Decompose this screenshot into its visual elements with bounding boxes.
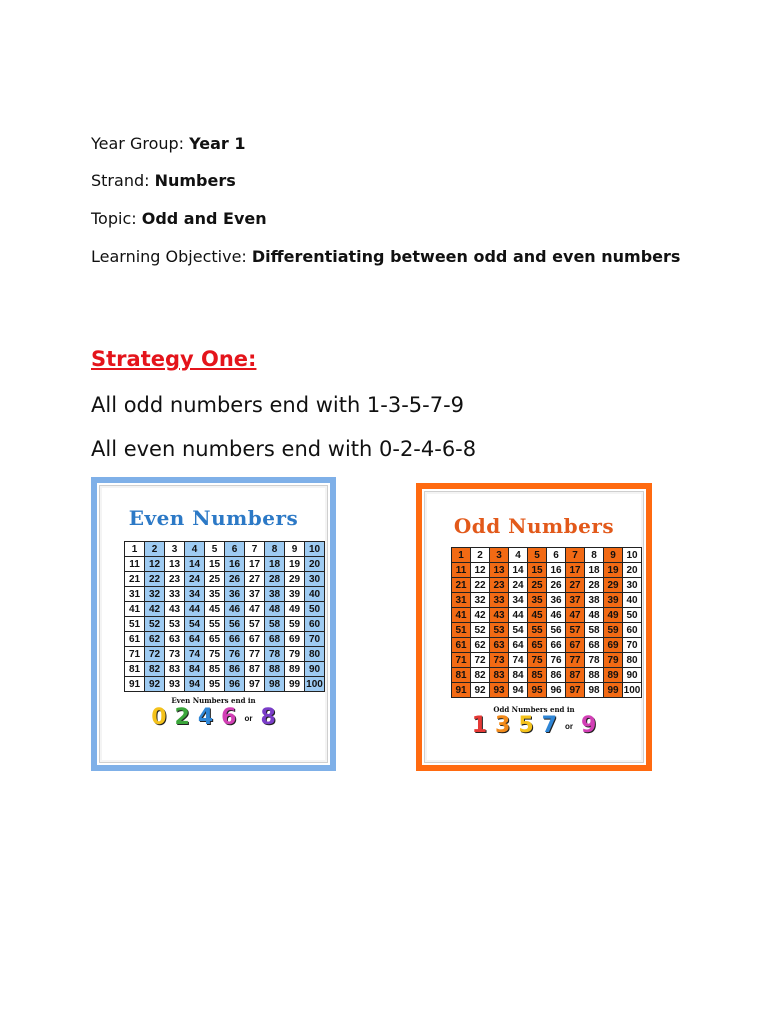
grid-cell: 52 [471, 623, 490, 638]
grid-row [452, 623, 642, 638]
grid-cell: 33 [165, 587, 185, 602]
grid-cell: 4 [185, 542, 205, 557]
grid-cell: 27 [566, 578, 585, 593]
grid-cell: 26 [225, 572, 245, 587]
grid-cell: 74 [509, 653, 528, 668]
grid-cell: 91 [452, 683, 471, 698]
grid-cell: 36 [225, 587, 245, 602]
grid-cell: 85 [205, 662, 225, 677]
odd-rule-text: All odd numbers end with 1-3-5-7-9 [91, 393, 465, 417]
grid-cell: 29 [604, 578, 623, 593]
grid-cell: 10 [623, 548, 642, 563]
grid-cell: 16 [225, 557, 245, 572]
grid-cell: 56 [547, 623, 566, 638]
grid-cell: 59 [604, 623, 623, 638]
grid-row [125, 617, 325, 632]
grid-cell: 23 [490, 578, 509, 593]
grid-cell: 40 [623, 593, 642, 608]
grid-cell: 100 [623, 684, 641, 696]
grid-row [452, 668, 642, 683]
grid-cell: 2 [471, 548, 490, 563]
grid-cell: 77 [566, 653, 585, 668]
grid-cell: 12 [471, 563, 490, 578]
grid-cell: 10 [305, 542, 325, 557]
grid-cell: 50 [623, 608, 642, 623]
year-group-label: Year Group: [91, 134, 190, 153]
grid-cell: 13 [490, 563, 509, 578]
grid-cell: 45 [528, 608, 547, 623]
grid-cell: 9 [604, 548, 623, 563]
grid-cell: 87 [245, 662, 265, 677]
odd-ends-label: Odd Numbers end in [493, 705, 575, 714]
grid-row [452, 653, 642, 668]
grid-cell: 33 [490, 593, 509, 608]
grid-cell: 54 [185, 617, 205, 632]
grid-cell: 91 [125, 677, 145, 692]
grid-row [452, 578, 642, 593]
grid-cell: 89 [285, 662, 305, 677]
grid-cell: 6 [547, 548, 566, 563]
grid-cell: 54 [509, 623, 528, 638]
grid-cell: 28 [265, 572, 285, 587]
grid-cell: 22 [145, 572, 165, 587]
grid-cell: 73 [165, 647, 185, 662]
grid-cell: 29 [285, 572, 305, 587]
even-digit-characters [100, 706, 327, 730]
grid-cell: 17 [566, 563, 585, 578]
grid-cell: 19 [604, 563, 623, 578]
grid-cell: 51 [125, 617, 145, 632]
grid-cell: 56 [225, 617, 245, 632]
grid-cell: 40 [305, 587, 325, 602]
grid-cell: 63 [165, 632, 185, 647]
or-label: or [564, 721, 573, 731]
grid-row [125, 557, 325, 572]
even-poster-frame [99, 485, 328, 763]
grid-cell: 8 [265, 542, 285, 557]
grid-row [125, 677, 325, 692]
grid-cell: 37 [245, 587, 265, 602]
grid-cell: 93 [165, 677, 185, 692]
grid-cell: 32 [145, 587, 165, 602]
grid-row [452, 548, 642, 563]
grid-cell: 81 [125, 662, 145, 677]
grid-cell: 72 [471, 653, 490, 668]
grid-cell: 14 [509, 563, 528, 578]
strand-value: Numbers [154, 171, 236, 190]
grid-cell: 49 [285, 602, 305, 617]
grid-cell: 72 [145, 647, 165, 662]
grid-cell: 71 [452, 653, 471, 668]
grid-cell: 46 [225, 602, 245, 617]
grid-cell: 35 [205, 587, 225, 602]
grid-cell: 76 [225, 647, 245, 662]
grid-cell: 15 [205, 557, 225, 572]
odd-numbers-poster [416, 483, 652, 771]
grid-cell: 39 [604, 593, 623, 608]
digit-character: 9 [580, 713, 597, 738]
objective-label: Learning Objective: [91, 247, 252, 266]
grid-cell: 55 [205, 617, 225, 632]
grid-cell: 74 [185, 647, 205, 662]
grid-cell: 16 [547, 563, 566, 578]
grid-cell: 65 [205, 632, 225, 647]
grid-cell: 43 [490, 608, 509, 623]
grid-row [125, 572, 325, 587]
grid-cell: 52 [145, 617, 165, 632]
grid-cell: 55 [528, 623, 547, 638]
grid-cell: 37 [566, 593, 585, 608]
grid-cell: 99 [285, 677, 305, 692]
year-group-value: Year 1 [189, 134, 246, 153]
grid-cell: 48 [265, 602, 285, 617]
grid-cell: 86 [225, 662, 245, 677]
objective-value: Differentiating between odd and even numbers [251, 247, 681, 266]
strategy-heading: Strategy One: [91, 347, 257, 371]
grid-cell: 94 [509, 683, 528, 698]
grid-cell: 6 [225, 542, 245, 557]
grid-cell: 84 [185, 662, 205, 677]
digit-character: 3 [495, 713, 511, 738]
year-group-line [91, 134, 246, 154]
grid-row [125, 602, 325, 617]
grid-cell: 7 [566, 548, 585, 563]
grid-cell: 84 [509, 668, 528, 683]
grid-cell: 75 [528, 653, 547, 668]
grid-cell: 45 [205, 602, 225, 617]
strand-label: Strand: [91, 171, 155, 190]
topic-line [91, 209, 267, 229]
grid-cell: 80 [623, 653, 642, 668]
grid-cell: 69 [604, 638, 623, 653]
grid-row [125, 662, 325, 677]
grid-cell: 49 [604, 608, 623, 623]
grid-cell: 82 [145, 662, 165, 677]
grid-cell: 30 [305, 572, 325, 587]
grid-cell: 64 [509, 638, 528, 653]
grid-cell: 11 [452, 563, 471, 578]
grid-cell: 28 [585, 578, 604, 593]
grid-cell: 23 [165, 572, 185, 587]
digit-character: 7 [541, 713, 557, 738]
grid-cell: 3 [165, 542, 185, 557]
topic-label: Topic: [91, 209, 142, 228]
grid-cell: 76 [547, 653, 566, 668]
grid-cell: 73 [490, 653, 509, 668]
grid-cell: 57 [566, 623, 585, 638]
grid-cell: 46 [547, 608, 566, 623]
digit-character: 6 [221, 705, 237, 730]
grid-cell: 68 [265, 632, 285, 647]
grid-row [125, 542, 325, 557]
grid-cell: 70 [305, 632, 325, 647]
grid-cell: 39 [285, 587, 305, 602]
grid-cell: 44 [509, 608, 528, 623]
even-ends-label: Even Numbers end in [171, 696, 256, 705]
grid-cell: 21 [452, 578, 471, 593]
grid-cell: 24 [509, 578, 528, 593]
grid-cell: 24 [185, 572, 205, 587]
grid-cell: 80 [305, 647, 325, 662]
grid-cell: 43 [165, 602, 185, 617]
grid-cell: 5 [205, 542, 225, 557]
digit-character: 8 [260, 705, 276, 730]
topic-value: Odd and Even [141, 209, 267, 228]
digit-character: 2 [174, 705, 190, 730]
strand-line [91, 171, 236, 191]
grid-cell: 15 [528, 563, 547, 578]
digit-character: 4 [197, 705, 214, 730]
grid-cell: 47 [245, 602, 265, 617]
grid-cell: 17 [245, 557, 265, 572]
grid-cell: 42 [145, 602, 165, 617]
grid-cell: 78 [585, 653, 604, 668]
grid-cell: 67 [245, 632, 265, 647]
grid-cell: 57 [245, 617, 265, 632]
grid-cell: 38 [265, 587, 285, 602]
grid-cell: 26 [547, 578, 566, 593]
even-hundred-grid [124, 541, 325, 692]
grid-cell: 61 [452, 638, 471, 653]
grid-cell: 18 [585, 563, 604, 578]
grid-cell: 95 [528, 683, 547, 698]
grid-cell: 88 [585, 668, 604, 683]
grid-cell: 98 [265, 677, 285, 692]
grid-cell: 21 [125, 572, 145, 587]
grid-cell: 8 [585, 548, 604, 563]
grid-cell: 20 [623, 563, 642, 578]
grid-cell: 3 [490, 548, 509, 563]
digit-character: 5 [518, 713, 534, 738]
grid-cell: 53 [490, 623, 509, 638]
grid-cell: 79 [604, 653, 623, 668]
even-numbers-poster [91, 477, 336, 771]
grid-cell: 9 [285, 542, 305, 557]
grid-cell: 66 [547, 638, 566, 653]
grid-cell: 78 [265, 647, 285, 662]
grid-cell: 92 [471, 683, 490, 698]
grid-cell: 42 [471, 608, 490, 623]
grid-cell: 30 [623, 578, 642, 593]
grid-cell: 68 [585, 638, 604, 653]
grid-cell: 85 [528, 668, 547, 683]
grid-cell: 99 [604, 683, 623, 698]
grid-cell: 58 [585, 623, 604, 638]
grid-cell: 60 [623, 623, 642, 638]
grid-cell: 66 [225, 632, 245, 647]
grid-cell: 65 [528, 638, 547, 653]
grid-cell: 61 [125, 632, 145, 647]
grid-cell: 34 [509, 593, 528, 608]
grid-cell: 90 [305, 662, 325, 677]
grid-cell: 18 [265, 557, 285, 572]
grid-cell: 60 [305, 617, 325, 632]
odd-poster-frame [424, 491, 644, 763]
grid-cell: 63 [490, 638, 509, 653]
grid-cell: 38 [585, 593, 604, 608]
grid-cell: 86 [547, 668, 566, 683]
grid-cell: 1 [452, 548, 471, 563]
grid-cell: 41 [125, 602, 145, 617]
grid-cell: 5 [528, 548, 547, 563]
grid-cell: 44 [185, 602, 205, 617]
grid-cell: 27 [245, 572, 265, 587]
grid-cell: 70 [623, 638, 642, 653]
grid-cell: 94 [185, 677, 205, 692]
grid-cell: 75 [205, 647, 225, 662]
grid-cell: 32 [471, 593, 490, 608]
grid-cell: 7 [245, 542, 265, 557]
grid-cell: 100 [306, 678, 323, 690]
grid-cell: 22 [471, 578, 490, 593]
or-label: or [244, 713, 253, 723]
grid-cell: 11 [125, 557, 145, 572]
grid-cell: 71 [125, 647, 145, 662]
grid-cell: 13 [165, 557, 185, 572]
grid-cell: 25 [205, 572, 225, 587]
grid-row [452, 593, 642, 608]
grid-cell: 36 [547, 593, 566, 608]
grid-cell: 31 [452, 593, 471, 608]
grid-cell: 79 [285, 647, 305, 662]
grid-cell: 69 [285, 632, 305, 647]
grid-cell: 96 [547, 683, 566, 698]
grid-cell: 47 [566, 608, 585, 623]
grid-cell: 97 [245, 677, 265, 692]
grid-cell: 59 [285, 617, 305, 632]
odd-hundred-grid [451, 547, 642, 698]
grid-cell: 97 [566, 683, 585, 698]
grid-row [452, 683, 642, 698]
grid-cell: 53 [165, 617, 185, 632]
grid-cell: 67 [566, 638, 585, 653]
odd-digit-characters [425, 714, 643, 738]
grid-cell: 2 [145, 542, 165, 557]
grid-cell: 1 [125, 542, 145, 557]
grid-cell: 34 [185, 587, 205, 602]
grid-row [452, 563, 642, 578]
grid-cell: 25 [528, 578, 547, 593]
grid-cell: 90 [623, 668, 642, 683]
grid-cell: 77 [245, 647, 265, 662]
grid-cell: 95 [205, 677, 225, 692]
grid-row [452, 608, 642, 623]
grid-cell: 48 [585, 608, 604, 623]
digit-character: 1 [471, 713, 488, 738]
grid-row [452, 638, 642, 653]
grid-cell: 31 [125, 587, 145, 602]
even-poster-title: Even Numbers [128, 506, 299, 530]
grid-cell: 93 [490, 683, 509, 698]
digit-character: 0 [151, 705, 167, 730]
grid-cell: 62 [145, 632, 165, 647]
grid-cell: 88 [265, 662, 285, 677]
grid-cell: 87 [566, 668, 585, 683]
even-rule-text: All even numbers end with 0-2-4-6-8 [91, 437, 477, 461]
grid-cell: 92 [145, 677, 165, 692]
objective-line [91, 247, 680, 267]
grid-cell: 96 [225, 677, 245, 692]
grid-cell: 20 [305, 557, 325, 572]
grid-cell: 83 [165, 662, 185, 677]
grid-cell: 41 [452, 608, 471, 623]
grid-row [125, 587, 325, 602]
grid-cell: 83 [490, 668, 509, 683]
grid-row [125, 647, 325, 662]
grid-cell: 82 [471, 668, 490, 683]
grid-cell: 64 [185, 632, 205, 647]
grid-cell: 62 [471, 638, 490, 653]
grid-row [125, 632, 325, 647]
grid-cell: 50 [305, 602, 325, 617]
grid-cell: 58 [265, 617, 285, 632]
grid-cell: 81 [452, 668, 471, 683]
grid-cell: 19 [285, 557, 305, 572]
grid-cell: 12 [145, 557, 165, 572]
odd-poster-title: Odd Numbers [453, 514, 615, 538]
grid-cell: 89 [604, 668, 623, 683]
grid-cell: 14 [185, 557, 205, 572]
grid-cell: 98 [585, 683, 604, 698]
grid-cell: 51 [452, 623, 471, 638]
grid-cell: 35 [528, 593, 547, 608]
grid-cell: 4 [509, 548, 528, 563]
